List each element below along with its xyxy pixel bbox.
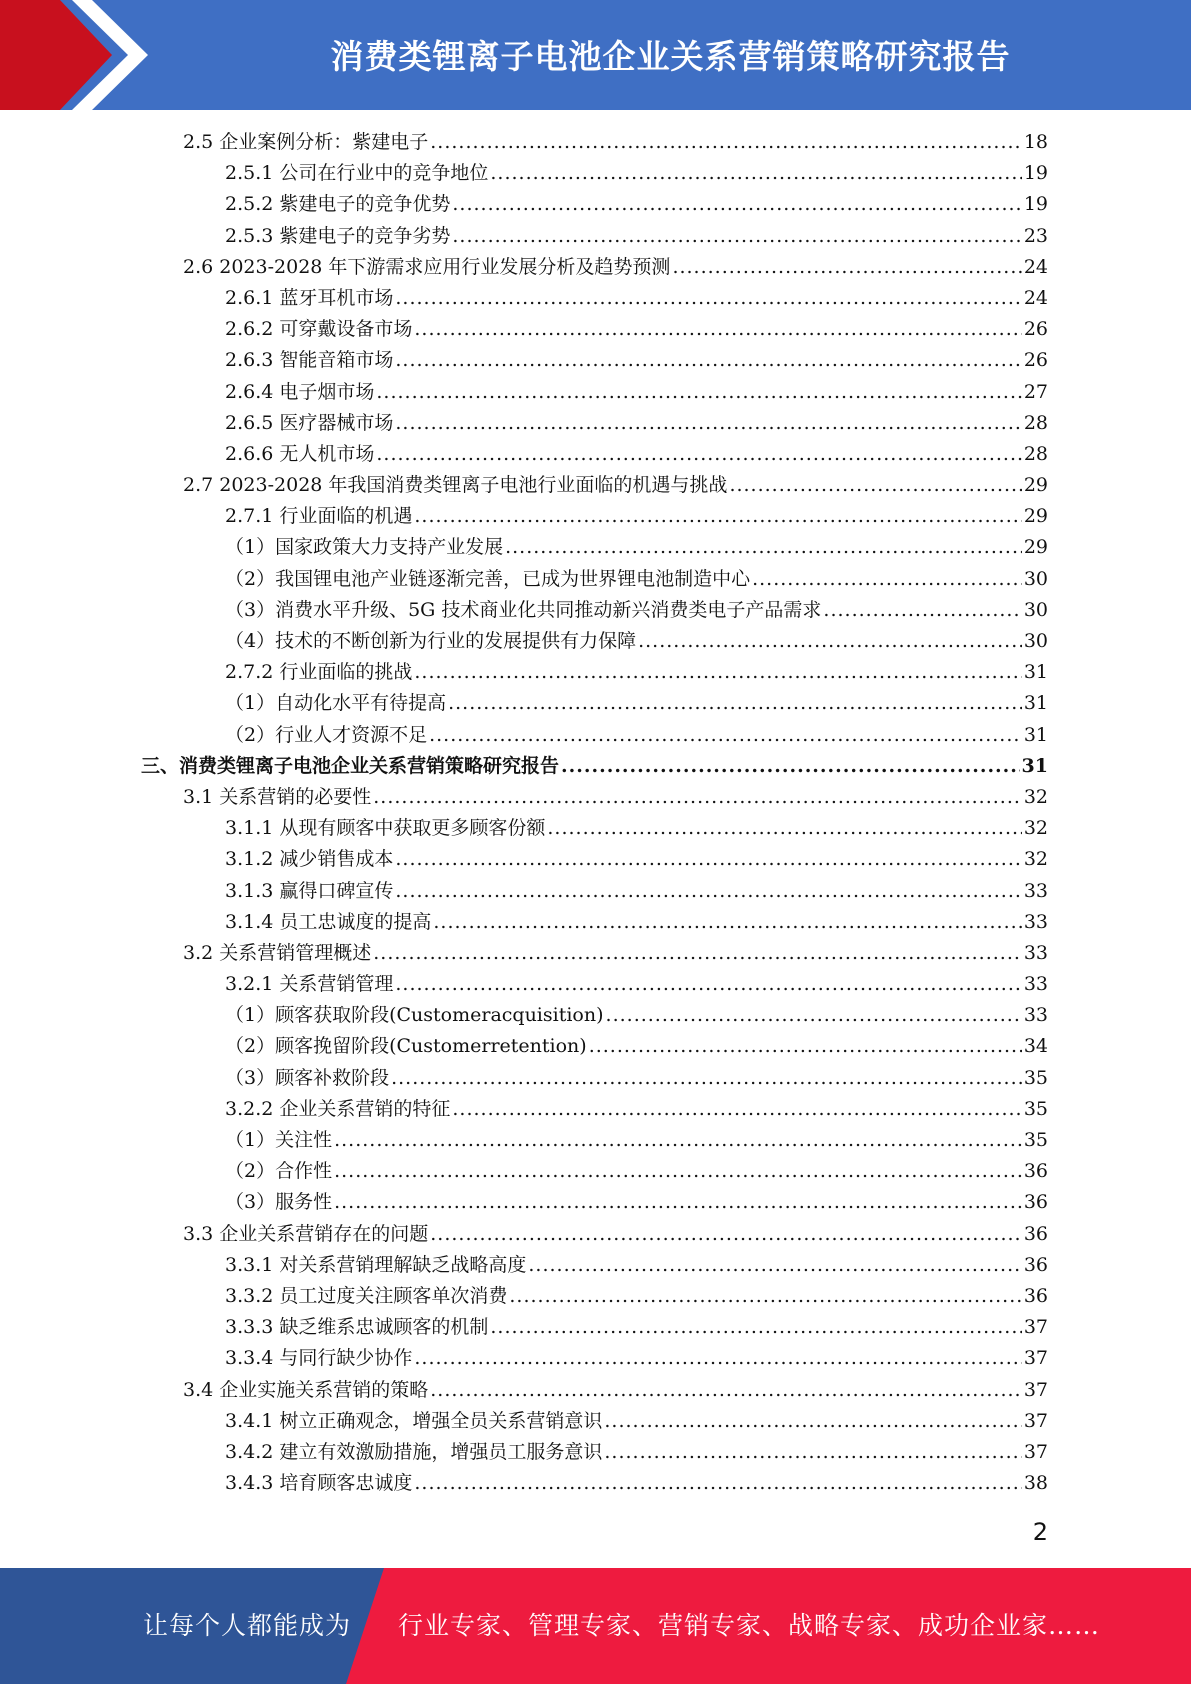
toc-entry[interactable] [0, 1063, 1191, 1094]
toc-dot-leader [823, 595, 1021, 626]
toc-entry[interactable] [0, 720, 1191, 751]
toc-entry-page: 30 [1023, 630, 1048, 652]
toc-entry-line [225, 221, 1048, 252]
toc-entry-page: 37 [1023, 1378, 1048, 1401]
toc-dot-leader [395, 969, 1021, 1000]
toc-entry-title: （1）关注性 [225, 1129, 333, 1151]
toc-entry-page: 33 [1023, 941, 1048, 964]
toc-entry[interactable] [0, 189, 1191, 220]
toc-entry[interactable] [0, 1312, 1191, 1343]
toc-entry-line [225, 377, 1048, 408]
toc-entry-line [225, 1437, 1048, 1468]
toc-entry-title: 三、消费类锂离子电池企业关系营销策略研究报告 [141, 754, 560, 777]
toc-entry-title: 2.6.1 蓝牙耳机市场 [225, 286, 394, 309]
page-number: 2 [1032, 1518, 1048, 1546]
toc-entry-title: 2.6.3 智能音箱市场 [225, 349, 394, 372]
toc-entry[interactable] [0, 969, 1191, 1000]
toc-entry-title: 2.7.2 行业面临的挑战 [225, 661, 413, 684]
toc-dot-leader [672, 252, 1021, 283]
toc-entry-title: 2.5.2 紫建电子的竞争优势 [225, 193, 451, 216]
toc-entry-line [225, 564, 1048, 595]
toc-entry[interactable] [0, 1219, 1191, 1250]
toc-dot-leader [334, 1125, 1022, 1156]
page-header [0, 0, 1191, 110]
toc-entry-line [225, 314, 1048, 345]
toc-entry[interactable] [0, 564, 1191, 595]
toc-entry-line [225, 345, 1048, 376]
toc-entry-title: （2）行业人才资源不足 [225, 723, 428, 746]
toc-dot-leader [334, 1156, 1022, 1187]
toc-entry-line [225, 1406, 1048, 1437]
toc-entry-page: 26 [1023, 318, 1048, 341]
toc-dot-leader [505, 532, 1022, 563]
toc-dot-leader [414, 314, 1021, 345]
toc-entry[interactable] [0, 1125, 1191, 1156]
toc-entry-page: 28 [1023, 442, 1048, 465]
toc-entry-line [225, 876, 1048, 907]
toc-dot-leader [395, 844, 1021, 875]
toc-entry-line [225, 969, 1048, 1000]
toc-dot-leader [395, 345, 1021, 376]
toc-entry-title: 2.7.1 行业面临的机遇 [225, 505, 413, 528]
toc-entry-line [183, 1375, 1048, 1406]
toc-entry-line [183, 470, 1048, 501]
toc-dot-leader [452, 221, 1021, 252]
toc-entry-page: 31 [1023, 692, 1048, 715]
toc-entry-page: 29 [1023, 474, 1048, 497]
toc-entry-page: 33 [1023, 973, 1048, 996]
toc-entry-title: 3.1.2 减少销售成本 [225, 848, 394, 871]
toc-entry-line [225, 688, 1048, 719]
toc-entry-line [225, 1031, 1048, 1062]
toc-dot-leader [509, 1281, 1021, 1312]
toc-dot-leader [606, 1000, 1022, 1031]
toc-entry-line [183, 1219, 1048, 1250]
toc-entry-page: 29 [1023, 536, 1048, 559]
toc-entry-title: 2.6 2023-2028 年下游需求应用行业发展分析及趋势预测 [183, 255, 671, 278]
toc-entry-page: 32 [1023, 848, 1048, 871]
toc-entry[interactable] [0, 844, 1191, 875]
toc-entry-page: 37 [1023, 1409, 1048, 1432]
toc-entry[interactable] [0, 657, 1191, 688]
toc-entry-title: 3.1 关系营销的必要性 [183, 785, 372, 808]
toc-entry-page: 31 [1023, 723, 1048, 746]
toc-entry-line [225, 158, 1048, 189]
toc-entry[interactable] [0, 470, 1191, 501]
toc-entry[interactable] [0, 938, 1191, 969]
toc-entry-title: 3.4.3 培育顾客忠诚度 [225, 1472, 413, 1495]
toc-entry-title: 2.6.2 可穿戴设备市场 [225, 318, 413, 341]
toc-entry-line [225, 1125, 1048, 1156]
toc-entry-line [225, 1312, 1048, 1343]
toc-dot-leader [604, 1406, 1021, 1437]
toc-entry-title: 2.6.4 电子烟市场 [225, 380, 375, 403]
toc-dot-leader [376, 439, 1021, 470]
toc-entry[interactable] [0, 1250, 1191, 1281]
toc-entry-title: （2）顾客挽留阶段(Customerretention) [225, 1035, 587, 1058]
toc-entry-title: 2.7 2023-2028 年我国消费类锂离子电池行业面临的机遇与挑战 [183, 474, 728, 497]
toc-entry-line [225, 813, 1048, 844]
toc-entry-title: 3.1.1 从现有顾客中获取更多顾客份额 [225, 817, 546, 840]
toc-entry[interactable] [0, 408, 1191, 439]
toc-dot-leader [752, 564, 1022, 595]
toc-entry-page: 36 [1023, 1222, 1048, 1245]
toc-entry-line [183, 127, 1048, 158]
toc-entry-line [225, 408, 1048, 439]
toc-entry-page: 24 [1023, 255, 1048, 278]
toc-entry-title: 3.3.1 对关系营销理解缺乏战略高度 [225, 1253, 527, 1276]
toc-entry-title: （1）国家政策大力支持产业发展 [225, 536, 504, 559]
toc-dot-leader [729, 470, 1021, 501]
toc-entry-title: 3.2.1 关系营销管理 [225, 973, 394, 996]
toc-entry-line [225, 720, 1048, 751]
toc-entry-title: 2.6.5 医疗器械市场 [225, 411, 394, 434]
toc-dot-leader [452, 189, 1021, 220]
toc-entry-title: 3.2 关系营销管理概述 [183, 941, 372, 964]
toc-entry-title: 3.3.2 员工过度关注顾客单次消费 [225, 1284, 508, 1307]
toc-entry[interactable] [0, 221, 1191, 252]
toc-entry-page: 27 [1023, 380, 1048, 403]
toc-entry-title: （2）合作性 [225, 1160, 333, 1183]
toc-dot-leader [414, 1468, 1021, 1499]
toc-entry-page: 36 [1023, 1160, 1048, 1183]
toc-dot-leader [430, 1219, 1022, 1250]
toc-entry-page: 19 [1023, 162, 1048, 185]
toc-entry[interactable] [0, 1468, 1191, 1499]
toc-dot-leader [638, 626, 1022, 657]
toc-entry-page: 32 [1023, 817, 1048, 840]
toc-entry[interactable] [0, 1031, 1191, 1062]
toc-entry-page: 37 [1023, 1316, 1048, 1339]
table-of-contents [0, 127, 1191, 1499]
toc-entry-line [225, 189, 1048, 220]
toc-entry[interactable] [0, 907, 1191, 938]
toc-entry-page: 30 [1023, 567, 1048, 590]
toc-entry[interactable] [0, 626, 1191, 657]
toc-entry-line [183, 782, 1048, 813]
toc-dot-leader [528, 1250, 1021, 1281]
toc-dot-leader [429, 720, 1022, 751]
toc-entry-page: 32 [1023, 785, 1048, 808]
toc-entry-title: 3.4.1 树立正确观念，增强全员关系营销意识 [225, 1409, 603, 1432]
toc-entry[interactable] [0, 688, 1191, 719]
toc-entry-page: 33 [1023, 1004, 1048, 1027]
toc-dot-leader [414, 1343, 1021, 1374]
toc-entry-title: 2.5.3 紫建电子的竞争劣势 [225, 224, 451, 247]
toc-entry-line [183, 938, 1048, 969]
toc-entry-page: 24 [1023, 286, 1048, 309]
toc-entry-title: 3.4.2 建立有效激励措施，增强员工服务意识 [225, 1440, 603, 1463]
toc-entry-title: 3.2.2 企业关系营销的特征 [225, 1097, 451, 1120]
toc-dot-leader [561, 751, 1020, 782]
toc-entry-page: 33 [1023, 879, 1048, 902]
toc-entry-title: （1）顾客获取阶段(Customeracquisition) [225, 1004, 604, 1027]
toc-entry-page: 33 [1023, 910, 1048, 933]
toc-entry[interactable] [0, 127, 1191, 158]
toc-entry-title: 2.5 企业案例分析：紫建电子 [183, 131, 429, 153]
header-arrow-graphic [0, 0, 160, 110]
toc-entry-line [225, 1094, 1048, 1125]
toc-entry-page: 37 [1023, 1440, 1048, 1463]
toc-entry-line [225, 1000, 1048, 1031]
toc-entry-title: 3.1.3 赢得口碑宣传 [225, 879, 394, 902]
toc-entry-page: 19 [1023, 193, 1048, 216]
toc-dot-leader [490, 1312, 1021, 1343]
footer-slogan-right: 行业专家、管理专家、营销专家、战略专家、成功企业家…… [398, 1611, 1101, 1640]
toc-entry[interactable] [0, 1406, 1191, 1437]
toc-entry-page: 35 [1023, 1097, 1048, 1120]
toc-entry-page: 35 [1023, 1066, 1048, 1089]
toc-entry-line [225, 1343, 1048, 1374]
toc-entry[interactable] [0, 1437, 1191, 1468]
toc-entry-line [225, 657, 1048, 688]
toc-entry[interactable] [0, 501, 1191, 532]
toc-entry-line [225, 595, 1048, 626]
toc-entry-line [225, 1187, 1048, 1218]
toc-dot-leader [395, 283, 1021, 314]
toc-entry[interactable] [0, 813, 1191, 844]
toc-entry-title: （2）我国锂电池产业链逐渐完善，已成为世界锂电池制造中心 [225, 567, 751, 590]
toc-entry-line [225, 283, 1048, 314]
toc-entry-title: 3.3.3 缺乏维系忠诚顾客的机制 [225, 1316, 489, 1339]
toc-dot-leader [395, 408, 1021, 439]
toc-dot-leader [391, 1063, 1022, 1094]
toc-entry-page: 28 [1023, 411, 1048, 434]
toc-dot-leader [433, 907, 1021, 938]
toc-entry-line [225, 1156, 1048, 1187]
toc-entry-page: 26 [1023, 349, 1048, 372]
toc-entry-title: 3.1.4 员工忠诚度的提高 [225, 910, 432, 933]
toc-entry[interactable] [0, 377, 1191, 408]
toc-dot-leader [414, 501, 1021, 532]
toc-entry[interactable] [0, 252, 1191, 283]
toc-entry-line [141, 751, 1048, 782]
page-footer [0, 1568, 1191, 1684]
toc-entry-title: 3.3.4 与同行缺少协作 [225, 1347, 413, 1370]
toc-dot-leader [430, 1375, 1022, 1406]
toc-entry-page: 31 [1021, 754, 1048, 777]
toc-entry-line [225, 844, 1048, 875]
toc-entry-line [225, 626, 1048, 657]
toc-entry-line [183, 252, 1048, 283]
toc-dot-leader [589, 1031, 1022, 1062]
toc-dot-leader [490, 158, 1021, 189]
toc-dot-leader [448, 688, 1022, 719]
toc-entry[interactable] [0, 1187, 1191, 1218]
toc-entry-page: 34 [1023, 1035, 1048, 1058]
toc-dot-leader [334, 1187, 1022, 1218]
toc-dot-leader [373, 782, 1022, 813]
toc-entry-page: 36 [1023, 1284, 1048, 1307]
toc-entry-page: 31 [1023, 661, 1048, 684]
toc-entry-line [225, 1250, 1048, 1281]
toc-entry-title: （1）自动化水平有待提高 [225, 692, 447, 715]
toc-entry-page: 29 [1023, 505, 1048, 528]
footer-slogan-left: 让每个人都能成为 [143, 1611, 352, 1640]
toc-entry-title: （3）服务性 [225, 1191, 333, 1214]
toc-entry[interactable] [0, 751, 1191, 782]
toc-dot-leader [395, 876, 1021, 907]
toc-dot-leader [547, 813, 1021, 844]
toc-entry[interactable] [0, 1156, 1191, 1187]
toc-entry-line [225, 501, 1048, 532]
toc-entry[interactable] [0, 345, 1191, 376]
toc-dot-leader [373, 938, 1022, 969]
toc-entry[interactable] [0, 1343, 1191, 1374]
toc-entry-page: 30 [1023, 598, 1048, 621]
toc-entry-page: 36 [1023, 1253, 1048, 1276]
toc-entry[interactable] [0, 876, 1191, 907]
toc-dot-leader [376, 377, 1021, 408]
toc-entry-line [225, 532, 1048, 563]
toc-dot-leader [430, 127, 1022, 158]
toc-entry[interactable] [0, 283, 1191, 314]
toc-entry-line [225, 1468, 1048, 1499]
toc-entry-title: 3.3 企业关系营销存在的问题 [183, 1222, 429, 1245]
toc-entry[interactable] [0, 439, 1191, 470]
toc-entry[interactable] [0, 782, 1191, 813]
toc-entry-title: （3）消费水平升级、5G 技术商业化共同推动新兴消费类电子产品需求 [225, 598, 822, 621]
toc-dot-leader [452, 1094, 1021, 1125]
toc-entry-title: （4）技术的不断创新为行业的发展提供有力保障 [225, 630, 637, 652]
toc-entry-title: 2.6.6 无人机市场 [225, 442, 375, 465]
toc-entry[interactable] [0, 1375, 1191, 1406]
toc-entry-page: 38 [1023, 1472, 1048, 1495]
toc-entry[interactable] [0, 1281, 1191, 1312]
toc-entry[interactable] [0, 532, 1191, 563]
toc-entry[interactable] [0, 158, 1191, 189]
toc-entry-title: 2.5.1 公司在行业中的竞争地位 [225, 162, 489, 185]
toc-entry[interactable] [0, 1094, 1191, 1125]
toc-entry-line [225, 1281, 1048, 1312]
toc-dot-leader [414, 657, 1021, 688]
toc-entry-page: 35 [1023, 1129, 1048, 1151]
toc-entry-page: 18 [1023, 131, 1048, 153]
toc-entry[interactable] [0, 595, 1191, 626]
toc-entry-title: 3.4 企业实施关系营销的策略 [183, 1378, 429, 1401]
toc-dot-leader [604, 1437, 1021, 1468]
toc-entry-line [225, 1063, 1048, 1094]
toc-entry-page: 37 [1023, 1347, 1048, 1370]
document-title: 消费类锂离子电池企业关系营销策略研究报告 [330, 36, 1011, 76]
toc-entry[interactable] [0, 1000, 1191, 1031]
toc-entry-title: （3）顾客补救阶段 [225, 1066, 390, 1089]
toc-entry-page: 36 [1023, 1191, 1048, 1214]
toc-entry-line [225, 907, 1048, 938]
toc-entry-line [225, 439, 1048, 470]
toc-entry[interactable] [0, 314, 1191, 345]
toc-entry-page: 23 [1023, 224, 1048, 247]
